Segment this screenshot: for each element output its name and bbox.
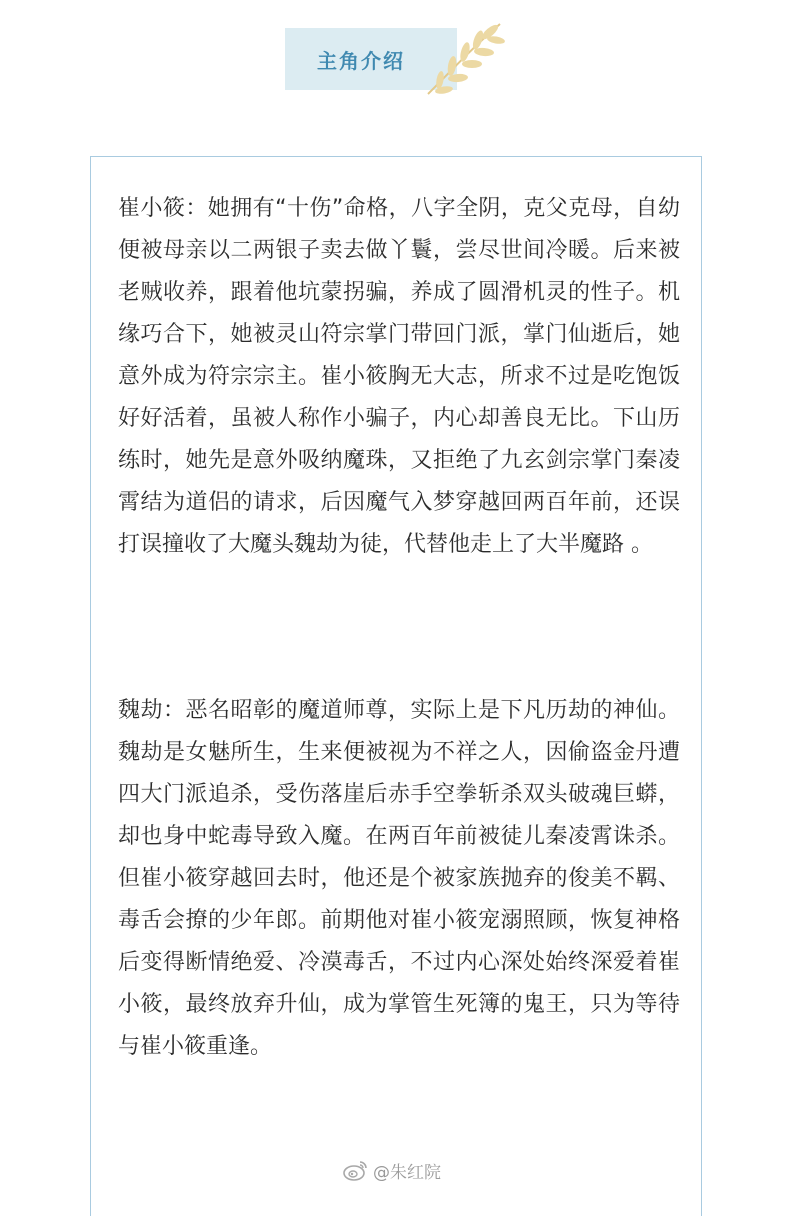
character-intro-wei-jie: 魏劫：恶名昭彰的魔道师尊，实际上是下凡历劫的神仙。魏劫是女魅所生，生来便被视为不祥之人，因偷盗金丹遭四大门派追杀，受伤落崖后赤手空拳斩杀双头破魂巨蟒，却也身中蛇毒导致入魔。在两百年前被徒儿秦凌霄诛杀。但崔小筱穿越回去时，他还是个被家族抛弃的俊美不羁、毒舌会撩的少年郎。前期他对崔小筱宠溺照顾，恢复神格后变得断情绝爱、冷漠毒舌，不过内心深处始终深爱着崔小筱，最终放弃升仙，成为掌管生死簿的鬼王，只为等待与崔小筱重逢。 (118, 698, 680, 1059)
watermark (343, 1155, 441, 1185)
watermark-text: @朱红院 (373, 1162, 441, 1183)
leaf-branch-icon (420, 18, 506, 100)
section-title: 主角介绍 (317, 48, 405, 73)
weibo-icon (343, 1159, 369, 1181)
character-intro-cui-xiaoxiao: 崔小筱：她拥有“十伤”命格，八字全阴，克父克母，自幼便被母亲以二两银子卖去做丫鬟，尝尽世间冷暖。后来被老贼收养，跟着他坑蒙拐骗，养成了圆滑机灵的性子。机缘巧合下，她被灵山符宗掌门带回门派，掌门仙逝后，她意外成为符宗宗主。崔小筱胸无大志，所求不过是吃饱饭好好活着，虽被人称作小骗子，内心却善良无比。下山历练时，她先是意外吸纳魔珠，又拒绝了九玄剑宗掌门秦凌霄结为道侣的请求，后因魔气入梦穿越回两百年前，还误打误撞收了大魔头魏劫为徒，代替他走上了大半魔路 。 (118, 196, 680, 557)
